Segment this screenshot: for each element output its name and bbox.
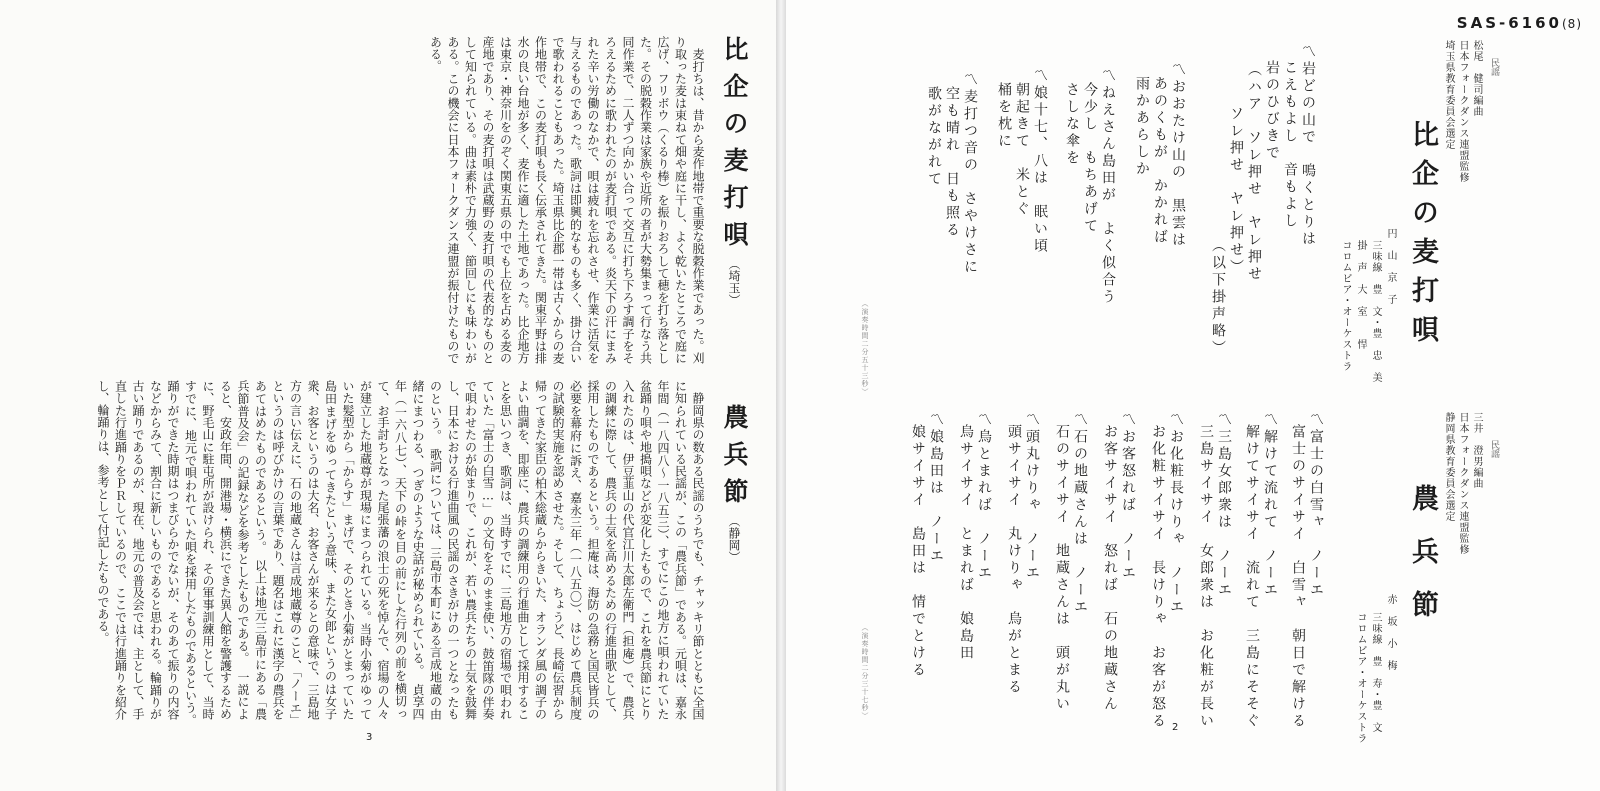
right-page-number: 2 [1172,722,1179,733]
nohei-verse-5-line-1: 〽お客怒れば ノーエ [1120,412,1136,582]
nohei-verse-5-line-2: お客サイサイ 怒れば 石の地蔵さん [1102,424,1118,713]
hiki-supervisor: 日本フォークダンス連盟監修 [1457,40,1468,183]
nohei-essay-title [716,404,752,563]
nohei-song-title: 農兵節 [1407,484,1438,643]
nohei-duration: （演奏時間二分三十七秒） [861,624,869,720]
nohei-essay-title-text: 農兵節 [720,404,749,515]
hiki-duration: （演奏時間二分五十三秒） [861,300,869,396]
nohei-verse-8-line-1: 〽烏とまれば ノーエ [976,412,992,582]
hiki-verse-1-line-2: こえもよし 音もよし [1282,60,1298,230]
hiki-verse-5-line-2: 空も晴れ 日も照る [944,86,960,239]
nohei-verse-4-line-1: 〽お化粧長けりゃ ノーエ [1168,412,1184,616]
hiki-verse-2-line-2: あのくもが かかれば [1152,76,1168,246]
nohei-verse-4-line-2: お化粧サイサイ 長けりゃ お客が怒る [1150,424,1166,730]
hiki-essay-title-text: 比企の麦打唄 [720,36,749,258]
nohei-essay-body: 静岡県の数ある民謡のうちでも、チャッキリ節とともに全国に知られている民謡が、この「農兵節」である。元唄は、嘉永年間（一八四八〜一八五三）、すでにこの地方に唄われていた盆踊り唄や地搗唄などが変化したもので、これを農兵節にとり入れたのは、伊豆韮山の代官江川太郎左衛門（担庵）で、農兵の調練に際して、農兵の士気を高めるための行進曲歌として、採用したものであるという。担庵は、海防の急務と国民皆兵の必要を幕府に訴え、嘉永三年（一八五〇）、はじめて農兵制度の試験的実施を認めさせた。そして、ちょうど、長崎伝習から帰ってきた家臣の柏木総蔵らからきいた、オランダ風の調子のよい曲調を、即座に、農兵の調練用の行進曲として採用することを思いつき、歌詞は、当時すでに、三島地方の宿場で唄われていた「富士の白雪…」の文句をそのまま使い、鼓笛隊の伴奏で唄わせたのが始まりで、これが、若い農兵たちの士気を鼓舞し、日本における行進曲風の民謡のさきがけの一つとなったものという。 歌詞については、三島市本町にある言成地蔵の由緒にまつわる、つぎのような史話が秘められている。 貞享四年（一六八七）、天下の峠を目の前にした行列の前を横切って、お手討ちとなった尾張藩の浪士の死を悼んで、宿場の人々が建立した地蔵尊が現場にまつられている。当時小菊がゆっていた髪型から「からす」まげで、そのとき小菊がとまっていた島田まげをゆってきたという意味、また女郎というのは女子衆、お客というのは大名、お客さんが来るとの意味で、三島地方の言い伝えに、石の地蔵さんは言成地蔵尊のこと、「ノーエ」というのは呼びかけの言葉であり、題名はこれに漢字の農兵をあてはめたものであるという。 以上は地元三島市にある「農兵節普及会」の記録などを参考としたものである。 一説によると、安政年間、開港場・横浜にできた異人館を警護するために、野毛山に駐屯所が設けられ、その軍事訓練用として、当時すでに、地元で唄われていた唄を採用したものであるという。 踊りができた時期はつまびらかでないが、そのあて振りの内容などからみて、割合に新しいものであると思われる。輪踊りが古い踊りであるのが、現在、地元の普及会では、主として、手直した行進踊りをＰＲしているので、ここでは行進踊りを紹介し、輪踊りは、参考として付記したものである。 [96,380,705,732]
hiki-verse-3-line-1: 〽ねえさん島田が よく似合う [1100,68,1116,306]
hiki-shamisen: 三味線 豊 文・豊 忠 美 [1370,240,1381,383]
nohei-verse-6-line-2: 石のサイサイ 地蔵さんは 頭が丸い [1054,424,1070,713]
nohei-verse-9-line-1: 〽娘島田は ノーエ [928,412,944,565]
nohei-verse-1-line-2: 富士のサイサイ 白雪ャ 朝日で解ける [1290,424,1306,730]
catalog-number [1457,14,1582,32]
hiki-orchestra: コロムビア・オーケストラ [1340,240,1351,372]
nohei-singer: 赤 坂 小 梅 [1385,594,1396,671]
hiki-verse-5-line-1: 〽麦打つ音の さやけさに [962,72,978,276]
nohei-verse-6-line-1: 〽石の地蔵さんは ノーエ [1072,412,1088,616]
right-page [786,0,1600,791]
nohei-verse-7-line-2: 頭サイサイ 丸けりゃ 烏がとまる [1006,424,1022,696]
nohei-kind: 民謡 [1489,440,1499,458]
nohei-shamisen: 三味線 豊 寿・豊 文 [1370,612,1381,733]
hiki-selector: 埼玉県教育委員会選定 [1443,40,1454,150]
hiki-essay-title [716,36,752,306]
booklet-page-marker: (8) [1562,17,1582,31]
nohei-verse-9-line-2: 娘サイサイ 島田は 情でとける [910,424,926,679]
hiki-verse-1-line-1: 〽岩どの山で 鳴くとりは [1300,44,1316,248]
hiki-kind: 民謡 [1489,58,1499,76]
hiki-verse-4-line-1: 〽娘十七、八は 眠い頃 [1032,68,1048,255]
hiki-essay-region: （埼玉） [727,258,741,306]
nohei-verse-7-line-1: 〽頭丸けりゃ ノーエ [1024,412,1040,582]
nohei-verse-3-line-1: 〽三島女郎衆は ノーエ [1216,412,1232,599]
hiki-verse-4-line-2: 朝起きて 米とぐ [1014,82,1030,218]
hiki-verse-2-line-3: 雨かあらしか [1134,76,1150,178]
hiki-verse-1-line-5: ソレ押せ ヤレ押せ） [1228,106,1244,276]
nohei-verse-2-line-1: 〽解けて流れて ノーエ [1262,412,1278,599]
hiki-verse-3-line-2: 今少し もちあげて [1082,82,1098,235]
nohei-verse-8-line-2: 烏サイサイ とまれば 娘島田 [958,424,974,662]
nohei-arranger: 三井 澄男編曲 [1471,412,1482,489]
hiki-arranger: 松尾 健司編曲 [1471,40,1482,117]
left-page [0,0,776,791]
book-gutter [776,0,786,791]
hiki-singer: 円 山 京 子 [1385,228,1396,305]
nohei-verse-1-line-1: 〽富士の白雪ャ ノーエ [1308,412,1324,599]
left-page-number: 3 [366,732,373,743]
hiki-verse-1-line-4: （ハア ソレ押せ ヤレ押せ [1246,62,1262,283]
nohei-verse-2-line-2: 解けてサイサイ 流れて 三島にそそぐ [1244,424,1260,730]
hiki-verse-2-line-1: 〽おおたけ山の 黒雲は [1170,62,1186,249]
hiki-kakegoe: 掛 声 大 室 悍 [1355,240,1366,350]
nohei-verse-3-line-2: 三島サイサイ 女郎衆は お化粧が長い [1198,424,1214,730]
nohei-essay-region: （静岡） [727,515,741,563]
hiki-verse-4-line-3: 桶を枕に [996,82,1012,150]
hiki-verse-5-line-3: 歌がながれて [926,86,942,188]
nohei-selector: 静岡県教育委員会選定 [1443,412,1454,522]
nohei-orchestra: コロムビア・オーケストラ [1355,612,1366,744]
hiki-verse-1-line-6: （以下掛声略） [1210,238,1226,357]
hiki-song-title: 比企の麦打唄 [1407,120,1438,354]
hiki-verse-1-line-3: 岩のひびきで [1264,60,1280,162]
hiki-essay-body: 麦打ちは、昔から麦作地帯で重要な脱穀作業であった。刈り取った麦は束ねて畑や庭に干し、よく乾いたところで庭に広げ、フリボウ（くるり棒）を振りおろして穂を打ち落とした。その脱穀作業は家族や近所の者が大勢集まって行なう共同作業で、二人ずつ向かい合って交互に打ち下ろす調子をそろえるために歌われたのが麦打唄である。炎天下の汗にまみれた辛い労働のなかで、唄は疲れを忘れさせ、作業に活気を与えるものであった。歌詞は即興的なものも多く、掛け合いで歌われることもあった。埼玉県比企郡一帯は古くからの麦作地帯で、この麦打唄も長く伝承されてきた。関東平野は排水の良い台地が多く、麦作に適した土地であった。比企地方は東京・神奈川をのぞく関東五県の中でも上位を占める麦の産地であり、その麦打唄は武蔵野の麦打唄の代表的なものとして知られている。曲は素朴で力強く、節回しにも味わいがある。この機会に日本フォークダンス連盟が振付けたものである。 [428,36,705,364]
nohei-supervisor: 日本フォークダンス連盟監修 [1457,412,1468,555]
hiki-verse-3-line-3: さしな傘を [1064,82,1080,167]
catalog-code: SAS-6160 [1456,14,1562,32]
